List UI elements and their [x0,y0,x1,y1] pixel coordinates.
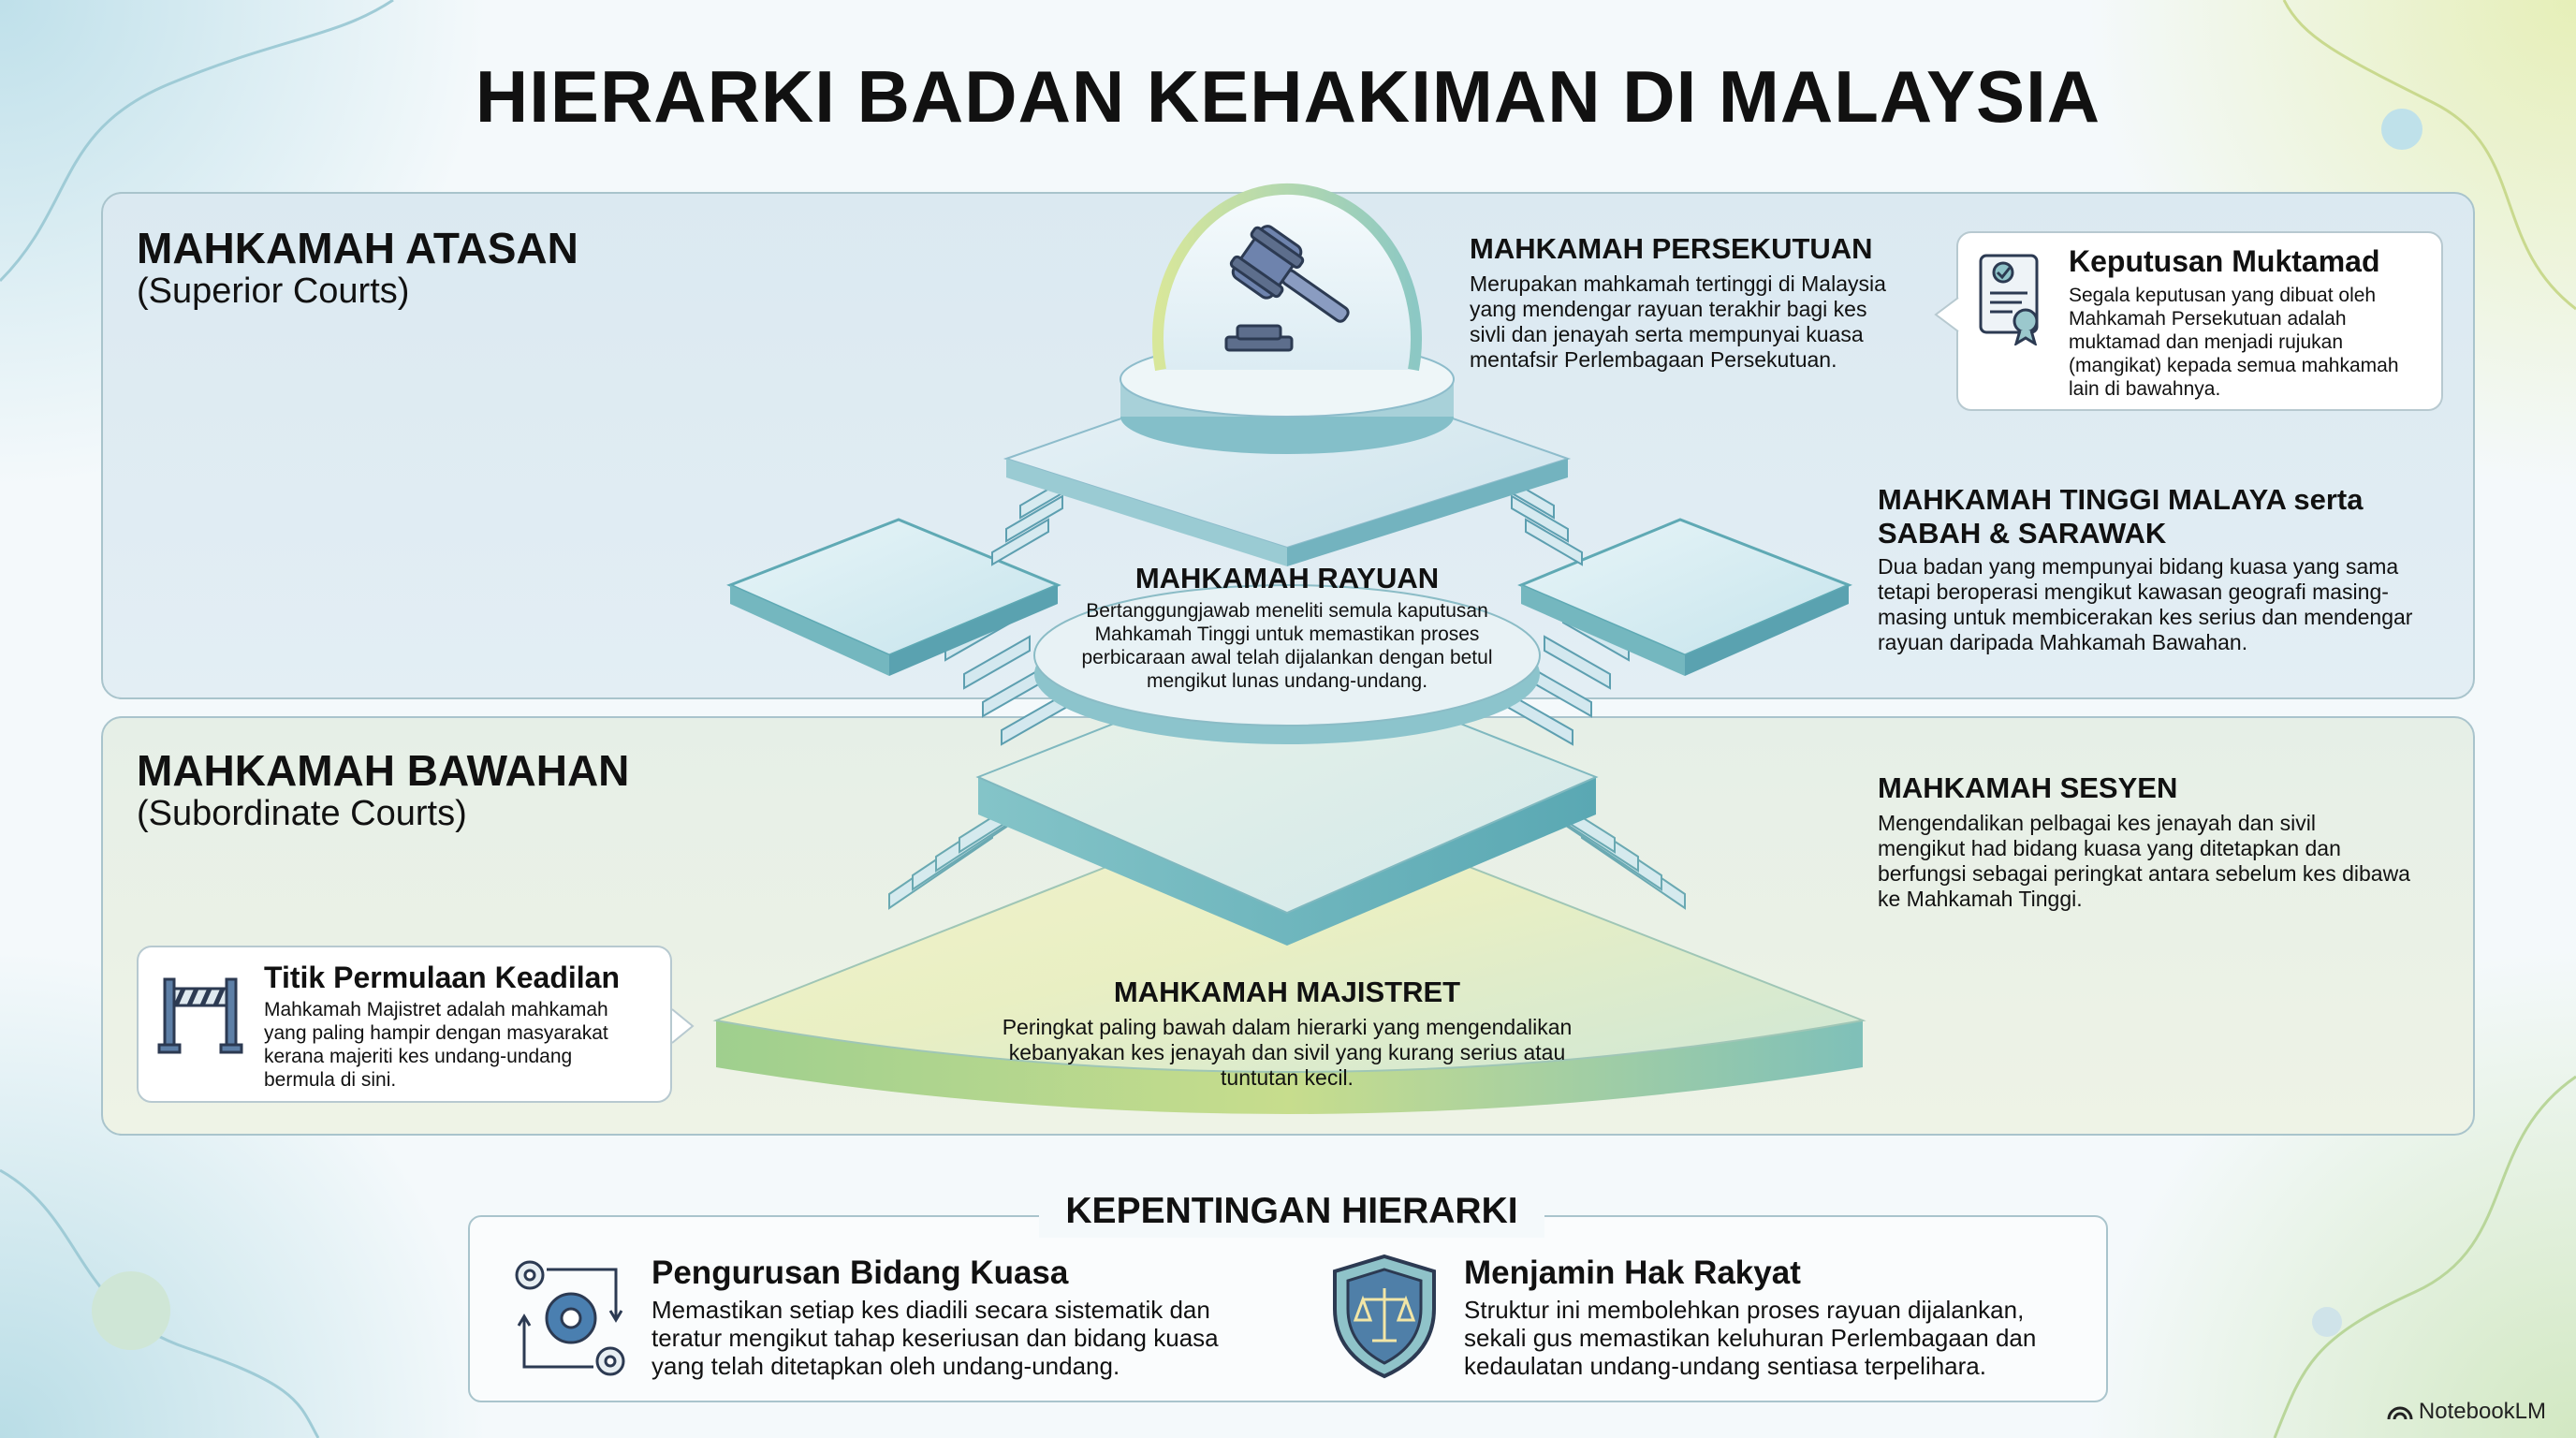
barrier-gate-icon [155,966,245,1056]
final-decision-title: Keputusan Muktamad [2069,244,2380,278]
peoples-rights-title: Menjamin Hak Rakyat [1464,1255,1801,1291]
shield-scales-icon [1325,1251,1443,1382]
notebooklm-icon [2387,1402,2413,1421]
appeal-court-name: MAHKAMAH RAYUAN [1134,562,1440,594]
subordinate-courts-title: MAHKAMAH BAWAHAN [137,746,630,795]
justice-starting-point-title: Titik Permulaan Keadilan [264,961,620,994]
notebooklm-logo [2387,1399,2546,1425]
certificate-icon [1975,252,2048,345]
page-title: HIERARKI BADAN KEHAKIMAN DI MALAYSIA [475,55,2101,138]
final-decision-description: Segala keputusan yang dibuat oleh Mahkamah Persekutuan adalah muktamad dan menjadi rujukan (mangikat) kepada semua mahkamah lain di bawahnya. [2069,285,2399,400]
callout-pointer-left [1934,296,1960,333]
gears-cycle-icon [505,1253,631,1380]
high-court-description: Dua badan yang mempunyai bidang kuasa yang sama tetapi beroperasi mengikut kawasan geografi masing- masing untuk membicerakan kes serius dan mendengar rayuan daripada Mahkamah Bawahan. [1878,554,2413,654]
federal-court-name: MAHKAMAH PERSEKUTUAN [1470,232,1873,265]
subordinate-courts-subtitle: (Subordinate Courts) [137,794,467,833]
jurisdiction-management-description: Memastikan setiap kes diadili secara sistematik dan teratur mengikut tahap keseriusan dan bidang kuasa yang telah ditetapkan oleh undang-undang. [651,1296,1219,1380]
superior-courts-title: MAHKAMAH ATASAN [137,224,578,272]
sessions-court-name: MAHKAMAH SESYEN [1878,771,2178,804]
federal-court-description: Merupakan mahkamah tertinggi di Malaysia yang mendengar rayuan terakhir bagi kes sivli dan jenayah serta mempunyai kuasa mentafsir Perlembagaan Persekutuan. [1470,271,1886,372]
final-decision-card [1956,231,2443,411]
magistrate-court-name: MAHKAMAH MAJISTRET [1113,976,1461,1008]
magistrate-court-description: Peringkat paling bawah dalam hierarki yang mengendalikan kebanyakan kes jenayah dan sivil yang kurang serius atau tuntutan kecil. [1002,1015,1573,1090]
importance-heading: KEPENTINGAN HIERARKI [1039,1191,1544,1238]
high-court-name: MAHKAMAH TINGGI MALAYA serta SABAH & SARAWAK [1878,483,2364,550]
justice-starting-point-card [137,946,672,1103]
brand-label: NotebookLM [2418,1399,2546,1424]
callout-pointer-right [670,1007,695,1045]
jurisdiction-management-title: Pengurusan Bidang Kuasa [651,1255,1069,1291]
peoples-rights-description: Struktur ini membolehkan proses rayuan dijalankan, sekali gus memastikan keluhuran Perlembagaan dan kedaulatan undang-undang sentiasa terpelihara. [1464,1296,2037,1380]
appeal-court-description: Bertanggungjawab meneliti semula kaputusan Mahkamah Tinggi untuk memastikan proses perbicaraan awal telah dijalankan dengan betul mengikut lunas undang-undang. [1081,600,1493,692]
sessions-court-description: Mengendalikan pelbagai kes jenayah dan sivil mengikut had bidang kuasa yang ditetapkan dan berfungsi sebagai peringkat antara sebelum kes dibawa ke Mahkamah Tinggi. [1878,811,2410,911]
superior-courts-subtitle: (Superior Courts) [137,271,410,311]
justice-starting-point-description: Mahkamah Majistret adalah mahkamah yang paling hampir dengan masyarakat kerana majeriti kes undang-undang bermula di sini. [264,999,608,1091]
